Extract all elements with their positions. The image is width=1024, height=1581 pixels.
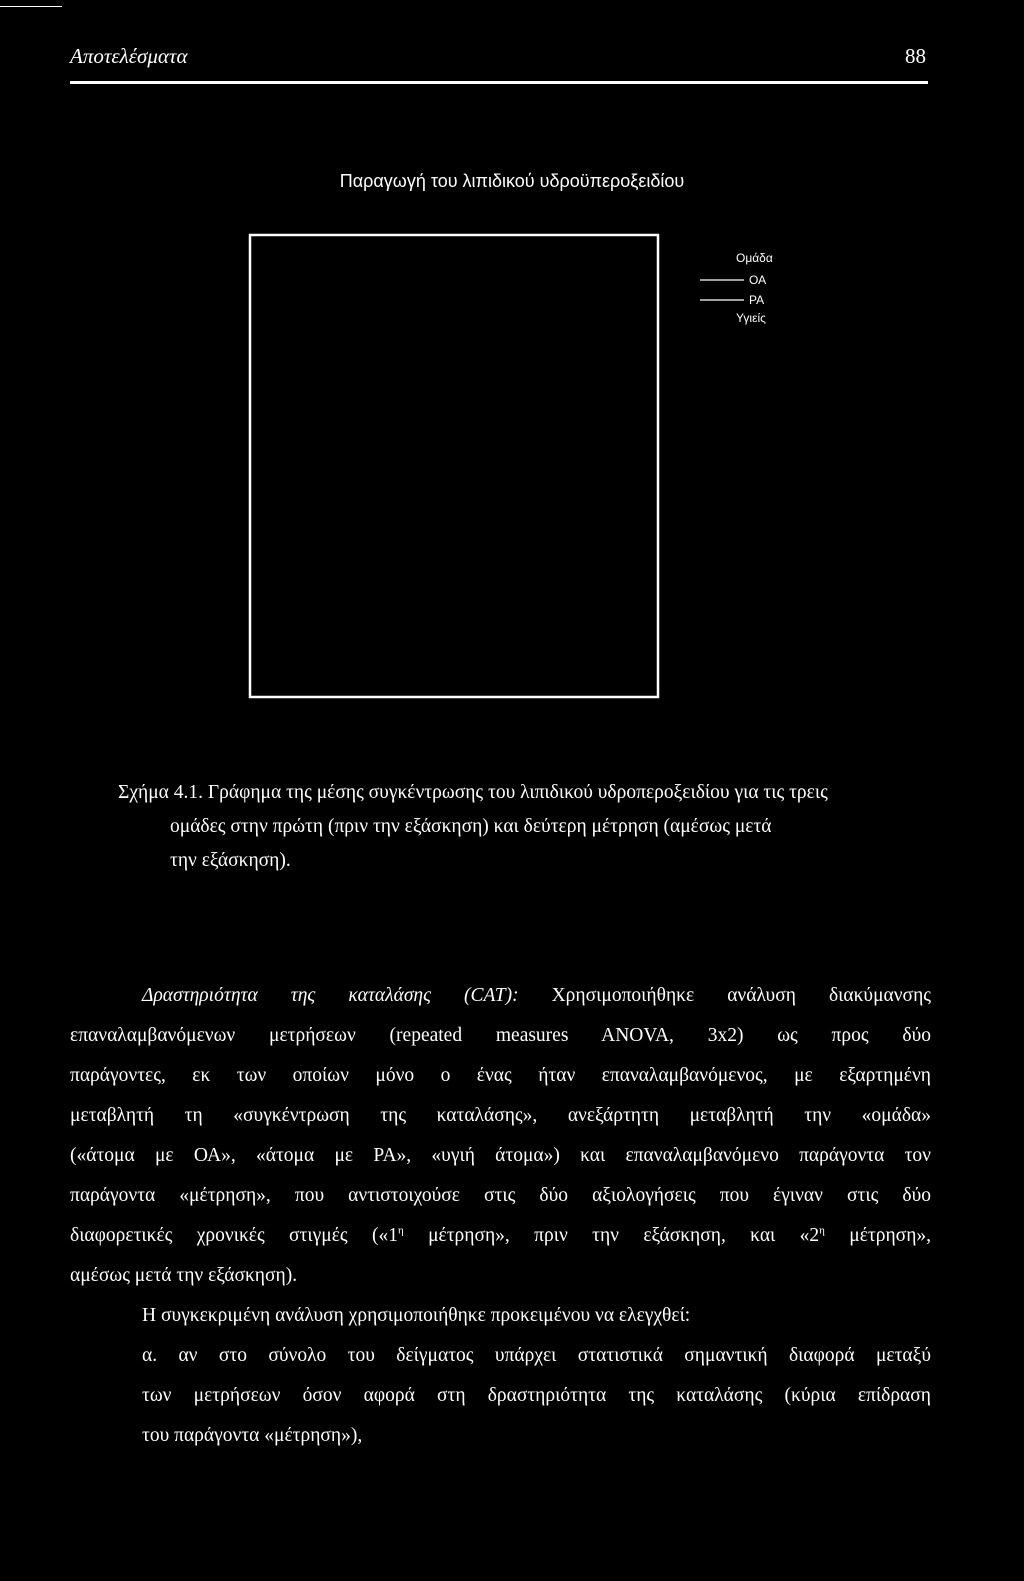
paragraph-line: μεταβλητή τη «συγκέντρωση της καταλάσης», ανεξάρτητη μεταβλητή την «ομάδα» (70, 1105, 931, 1126)
paragraph-line: διαφορετικές χρονικές στιγμές («$1^\eta$ μέτρηση», πριν την εξάσκηση, και «$2^\eta$ μέτρηση», (70, 1224, 932, 1246)
legend-title: Ομάδα (736, 251, 773, 265)
caption-line: την εξάσκηση). (170, 850, 291, 871)
paragraph-line: του παράγοντα «μέτρηση»), (142, 1425, 363, 1446)
cat-heading: Δραστηριότητα της καταλάσης (CAT): (142, 985, 519, 1006)
paragraph-line: Δραστηριότητα της καταλάσης (CAT): Χρησιμοποιήθηκε ανάλυση διακύμανσης (142, 985, 931, 1006)
caption-line: Σχήμα 4.1. Γράφημα της μέσης συγκέντρωσης του λιπιδικού υδροπεροξειδίου για τις τρεις (118, 782, 828, 803)
paragraph-line: παράγοντα «μέτρηση», που αντιστοιχούσε στις δύο αξιολογήσεις που έγιναν στις δύο (70, 1185, 931, 1206)
paragraph-line: αμέσως μετά την εξάσκηση). (70, 1265, 298, 1286)
legend-label-healthy: Υγιείς (736, 311, 766, 325)
paragraph-line: παράγοντες, εκ των οποίων μόνο ο ένας ήταν επαναλαμβανόμενος, με εξαρτημένη (70, 1065, 931, 1086)
paragraph-cat-analysis (70, 976, 931, 1296)
body-text (70, 976, 931, 1456)
plot-frame (250, 235, 658, 697)
paragraph-line: επαναλαμβανόμενων μετρήσεων (repeated measures ANOVA, 3x2) ως προς δύο (70, 1025, 931, 1046)
paragraph-item-a (70, 1336, 931, 1456)
paragraph-purpose (70, 1296, 931, 1336)
figure-caption (118, 776, 948, 878)
chart-figure (0, 0, 1024, 720)
paragraph-line: («άτομα με ΟΑ», «άτομα με ΡΑ», «υγιή άτομα») και επαναλαμβανόμενο παράγοντα τον (70, 1145, 931, 1166)
running-header-title: Αποτελέσματα (70, 44, 188, 68)
legend-label-ra: ΡΑ (749, 293, 765, 307)
paragraph-line: των μετρήσεων όσον αφορά στη δραστηριότητα της καταλάσης (κύρια επίδραση (142, 1385, 931, 1406)
legend-label-oa: ΟΑ (749, 273, 767, 287)
caption-line: ομάδες στην πρώτη (πριν την εξάσκηση) και δεύτερη μέτρηση (αμέσως μετά (170, 816, 772, 837)
paragraph-line: α. αν στο σύνολο του δείγματος υπάρχει στατιστικά σημαντική διαφορά μεταξύ (142, 1345, 931, 1366)
paragraph-line: Η συγκεκριμένη ανάλυση χρησιμοποιήθηκε προκειμένου να ελεγχθεί: (142, 1305, 691, 1326)
page-number: 88 (905, 44, 926, 68)
chart-title: Παραγωγή του λιπιδικού υδροϋπεροξειδίου (339, 171, 685, 191)
